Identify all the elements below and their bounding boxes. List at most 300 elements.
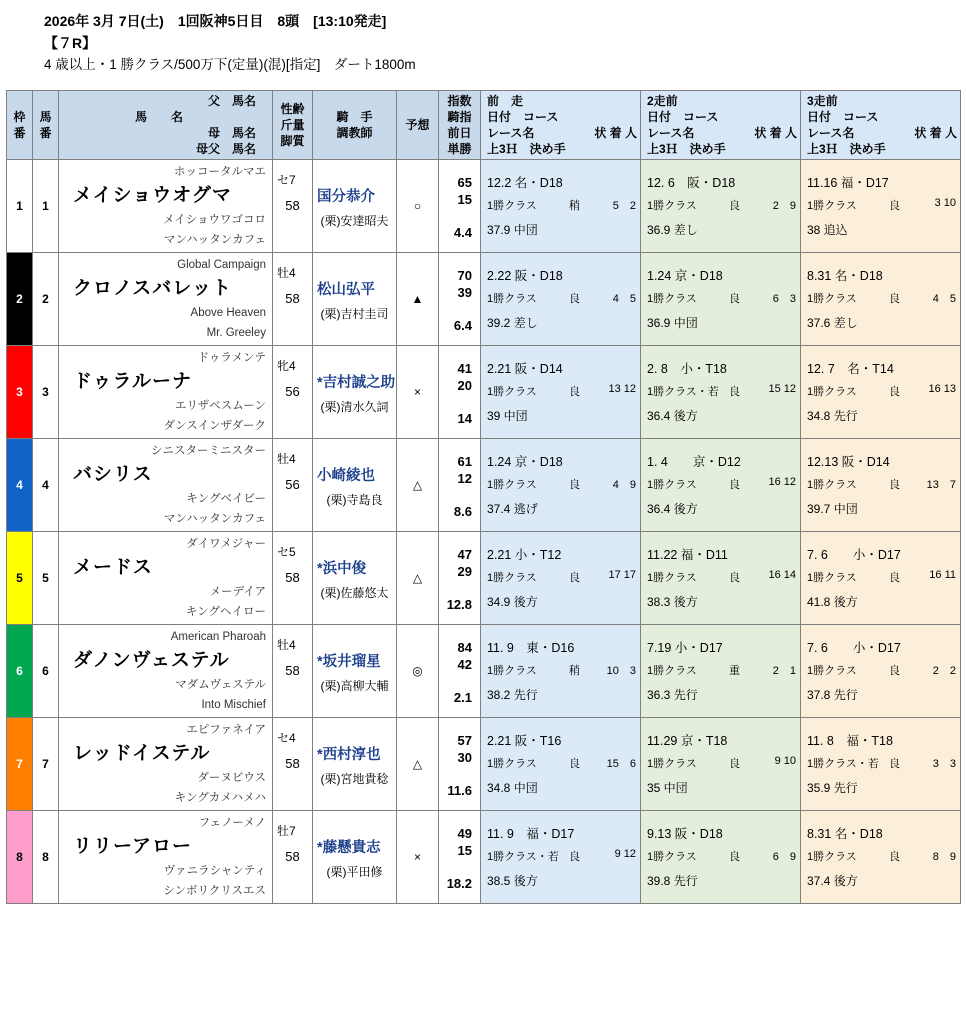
prev-run-2-race: 1勝クラス — [647, 665, 697, 677]
prev-run-1[interactable] — [481, 625, 641, 718]
prev-run-1[interactable] — [481, 439, 641, 532]
prev-run-2[interactable] — [641, 253, 801, 346]
prev-run-2-condition: 良 — [729, 851, 740, 863]
prev-run-1[interactable] — [481, 811, 641, 904]
col-head-prev1-date: 日付 コース — [487, 110, 559, 124]
col-head-prev3-date: 日付 コース — [807, 110, 879, 124]
jockey-name[interactable]: 松山弘平 — [317, 282, 375, 298]
table-row[interactable] — [7, 346, 961, 439]
prev-run-3-condition: 良 — [889, 572, 900, 584]
col-head-yosou-label: 予想 — [405, 118, 430, 132]
col-head-uma-1: 馬 — [39, 110, 52, 124]
index-cell — [439, 253, 481, 346]
prev-run-3[interactable] — [801, 346, 961, 439]
prev-run-2-race: 1勝クラス — [647, 200, 697, 212]
col-head-prev1 — [481, 91, 641, 160]
prev-run-1-date: 11. 9 福・D17 — [487, 827, 575, 841]
col-head-prev1-title: 前 走 — [487, 94, 524, 108]
col-head-prev3-res: 状 着 人 — [914, 126, 957, 140]
sex-age: 牡4 — [277, 266, 296, 280]
horse-name-cell[interactable] — [59, 625, 273, 718]
prediction-mark[interactable]: ◎ — [397, 625, 439, 718]
prev-run-3-date: 7. 6 小・D17 — [807, 548, 901, 562]
horse-number: 3 — [33, 346, 59, 439]
prev-run-1[interactable] — [481, 346, 641, 439]
prev-run-3-last3f: 38 追込 — [807, 223, 848, 237]
sex-age: セ4 — [277, 731, 296, 745]
broodmare-sire-name: Into Mischief — [201, 699, 266, 711]
jockey-cell[interactable] — [313, 253, 397, 346]
prev-run-2-condition: 良 — [729, 386, 740, 398]
prev-run-3-race: 1勝クラス — [807, 665, 857, 677]
prev-day-odds — [439, 766, 480, 782]
prev-run-2-date: 2. 8 小・T18 — [647, 362, 727, 376]
prev-run-2[interactable] — [641, 718, 801, 811]
prev-run-3-result: 16 13 — [928, 383, 956, 395]
prev-run-2-last3f: 36.4 後方 — [647, 502, 698, 516]
prev-run-3[interactable] — [801, 532, 961, 625]
prev-run-1[interactable] — [481, 718, 641, 811]
prev-run-3[interactable] — [801, 625, 961, 718]
jockey-index-value: 20 — [457, 377, 472, 393]
prev-run-2-last3f: 36.3 先行 — [647, 688, 698, 702]
prev-run-1-condition: 良 — [569, 758, 580, 770]
prediction-mark[interactable]: × — [397, 346, 439, 439]
prev-run-3-date: 12. 7 名・T14 — [807, 362, 894, 376]
prev-run-1[interactable] — [481, 253, 641, 346]
prev-run-3-result: 8 9 — [932, 851, 956, 863]
prev-day-odds — [439, 580, 480, 596]
index-value: 61 — [457, 453, 472, 469]
prev-run-2-condition: 重 — [729, 665, 740, 677]
sex-weight-cell — [273, 439, 313, 532]
table-row[interactable] — [7, 439, 961, 532]
prev-run-1-race: 1勝クラス — [487, 293, 537, 305]
prev-run-2-result: 6 9 — [772, 851, 796, 863]
horse-number: 6 — [33, 625, 59, 718]
horse-number: 8 — [33, 811, 59, 904]
prev-run-3-last3f: 34.8 先行 — [807, 409, 858, 423]
prev-run-2-race: 1勝クラス — [647, 758, 697, 770]
jockey-name[interactable]: *西村淳也 — [317, 747, 381, 763]
trainer-name[interactable]: (栗)安達昭夫 — [320, 214, 389, 228]
prev-run-1-condition: 良 — [569, 479, 580, 491]
table-row[interactable] — [7, 253, 961, 346]
dam-name: メーデイア — [209, 586, 266, 598]
jockey-cell[interactable] — [313, 439, 397, 532]
prev-run-1-result: 4 9 — [612, 479, 636, 491]
win-odds: 6.4 — [453, 317, 472, 333]
prev-run-3-result: 4 5 — [932, 293, 956, 305]
horse-number: 4 — [33, 439, 59, 532]
win-odds: 11.6 — [447, 782, 472, 798]
prev-run-2-last3f: 36.9 中団 — [647, 316, 698, 330]
jockey-cell[interactable] — [313, 346, 397, 439]
col-head-prev3-title: 3走前 — [807, 94, 838, 108]
dam-name: Above Heaven — [190, 307, 266, 319]
sire-name: ホッコータルマエ — [174, 166, 266, 178]
prev-run-2-date: 11.29 京・T18 — [647, 734, 728, 748]
trainer-name[interactable]: (栗)寺島良 — [326, 493, 383, 507]
col-head-prev2 — [641, 91, 801, 160]
jockey-cell[interactable] — [313, 160, 397, 253]
waku-number: 6 — [7, 625, 33, 718]
col-head-jockey-2: 調教師 — [336, 126, 373, 140]
col-head-mfather: 母父 馬名 — [195, 142, 256, 156]
horse-name-cell[interactable] — [59, 718, 273, 811]
trainer-name[interactable]: (栗)宮地貴稔 — [320, 772, 389, 786]
prev-run-3-result: 13 7 — [926, 479, 956, 491]
table-row[interactable] — [7, 532, 961, 625]
trainer-name[interactable]: (栗)高柳大輔 — [320, 679, 389, 693]
running-style — [273, 686, 312, 708]
trainer-name[interactable]: (栗)平田修 — [326, 865, 383, 879]
sire-name: フェノーメノ — [198, 817, 266, 829]
waku-number: 2 — [7, 253, 33, 346]
prev-run-1-date: 2.21 小・T12 — [487, 548, 562, 562]
carried-weight: 58 — [285, 756, 300, 771]
horse-name-cell[interactable] — [59, 346, 273, 439]
prev-run-2-condition: 良 — [729, 572, 740, 584]
running-style — [273, 593, 312, 615]
col-head-jockey — [313, 91, 397, 160]
prev-run-3-race: 1勝クラス — [807, 293, 857, 305]
sire-name: シニスターミニスター — [151, 445, 266, 457]
prev-run-1-race: 1勝クラス — [487, 665, 537, 677]
prev-run-2-result: 2 1 — [772, 665, 796, 677]
prev-day-odds — [439, 673, 480, 689]
win-odds: 18.2 — [446, 875, 472, 891]
col-head-prev1-race: レース名 — [487, 126, 535, 140]
entries-table — [6, 90, 961, 904]
sex-age: 牡7 — [277, 824, 296, 838]
horse-name[interactable]: レッドイステル — [73, 743, 211, 764]
sire-name: ダイワメジャー — [186, 538, 266, 550]
index-cell — [439, 160, 481, 253]
prev-run-2[interactable] — [641, 625, 801, 718]
jockey-name[interactable]: *浜中俊 — [317, 561, 367, 577]
prev-day-odds — [439, 208, 480, 224]
sex-weight-cell — [273, 718, 313, 811]
horse-name[interactable]: メイショウオグマ — [73, 185, 232, 206]
prev-run-3[interactable] — [801, 253, 961, 346]
index-cell — [439, 532, 481, 625]
dam-name: ヴァニラシャンティ — [163, 865, 266, 877]
jockey-index-value: 12 — [457, 470, 472, 486]
horse-name[interactable]: ダノンヴェステル — [73, 650, 230, 671]
prev-run-1-condition: 良 — [569, 293, 580, 305]
prev-run-3-last3f: 41.8 後方 — [807, 595, 858, 609]
prev-run-2-race: 1勝クラス — [647, 293, 697, 305]
col-head-sex — [273, 91, 313, 160]
jockey-index-value: 42 — [457, 656, 472, 672]
col-head-mother: 母 馬名 — [207, 126, 256, 140]
jockey-cell[interactable] — [313, 532, 397, 625]
prev-run-1-result: 4 5 — [612, 293, 636, 305]
col-head-prev2-last3: 上3Ｈ 決め手 — [647, 142, 726, 156]
prev-run-2-date: 9.13 阪・D18 — [647, 827, 723, 841]
horse-number: 1 — [33, 160, 59, 253]
col-head-shisu-2: 騎指 — [447, 110, 472, 124]
broodmare-sire-name: Mr. Greeley — [206, 327, 266, 339]
prev-run-1-race: 1勝クラス — [487, 572, 537, 584]
prev-run-2[interactable] — [641, 439, 801, 532]
carried-weight: 58 — [285, 198, 300, 213]
running-style — [273, 314, 312, 336]
prediction-mark[interactable]: △ — [397, 532, 439, 625]
carried-weight: 56 — [285, 477, 300, 492]
jockey-index-value: 39 — [457, 284, 472, 300]
col-head-shisu-1: 指数 — [447, 94, 472, 108]
dam-name: キングベイビー — [186, 493, 266, 505]
jockey-name[interactable]: *藤懸貴志 — [317, 840, 381, 856]
prev-run-1[interactable] — [481, 160, 641, 253]
horse-name-cell[interactable] — [59, 160, 273, 253]
prev-run-3-condition: 良 — [889, 479, 900, 491]
prev-day-odds — [439, 487, 480, 503]
broodmare-sire-name: マンハッタンカフェ — [163, 513, 266, 525]
table-row[interactable] — [7, 811, 961, 904]
prev-run-1-last3f: 34.9 後方 — [487, 595, 538, 609]
prev-run-2-date: 7.19 小・D17 — [647, 641, 723, 655]
waku-number: 8 — [7, 811, 33, 904]
prev-run-3[interactable] — [801, 811, 961, 904]
prev-run-1-last3f: 39.2 差し — [487, 316, 538, 330]
running-style — [273, 221, 312, 243]
prev-day-odds — [439, 859, 480, 875]
prev-run-2-condition: 良 — [729, 479, 740, 491]
sire-name: エピファネイア — [186, 724, 266, 736]
prev-run-3-condition: 良 — [889, 200, 900, 212]
horse-name[interactable]: ドゥラルーナ — [73, 371, 192, 392]
jockey-name[interactable]: 国分恭介 — [317, 189, 375, 205]
col-head-shisu — [439, 91, 481, 160]
prev-run-2-result: 16 14 — [768, 569, 796, 581]
prev-run-3-last3f: 37.4 後方 — [807, 874, 858, 888]
prediction-mark[interactable]: △ — [397, 439, 439, 532]
table-row[interactable] — [7, 160, 961, 253]
prev-run-3-condition: 良 — [889, 758, 900, 770]
prev-run-3-result: 3 10 — [934, 197, 956, 209]
prev-run-3-result: 2 2 — [932, 665, 956, 677]
index-value: 70 — [457, 267, 472, 283]
jockey-index-value: 15 — [457, 191, 472, 207]
prev-run-2[interactable] — [641, 811, 801, 904]
col-head-prev1-last3: 上3Ｈ 決め手 — [487, 142, 566, 156]
prev-run-2-result: 9 10 — [774, 755, 796, 767]
prev-run-3-race: 1勝クラス — [807, 572, 857, 584]
prev-run-2[interactable] — [641, 346, 801, 439]
prev-run-2-race: 1勝クラス — [647, 851, 697, 863]
waku-number: 5 — [7, 532, 33, 625]
sex-age: 牝4 — [277, 359, 296, 373]
trainer-name[interactable]: (栗)清水久詞 — [320, 400, 389, 414]
prev-run-2-last3f: 35 中団 — [647, 781, 688, 795]
sire-name: American Pharoah — [170, 631, 266, 643]
horse-name[interactable]: バシリス — [73, 464, 153, 485]
prev-run-1-date: 2.21 阪・D14 — [487, 362, 563, 376]
horse-number: 7 — [33, 718, 59, 811]
prev-run-1-result: 15 6 — [606, 758, 636, 770]
prev-run-1-race: 1勝クラス・若 — [487, 851, 559, 863]
col-head-sex-1: 性齢 — [280, 102, 305, 116]
race-date-line: 2026年 3月 7日(土) 1回阪神5日目 8頭 [13:10発走] — [44, 13, 387, 29]
prev-run-3[interactable] — [801, 439, 961, 532]
broodmare-sire-name: キングヘイロー — [185, 606, 266, 618]
sire-name: Global Campaign — [177, 259, 266, 271]
index-cell — [439, 625, 481, 718]
col-head-waku-2: 番 — [13, 126, 26, 140]
prev-run-1-result: 17 17 — [608, 569, 636, 581]
col-head-prev2-res: 状 着 人 — [754, 126, 797, 140]
prev-run-3-race: 1勝クラス — [807, 851, 857, 863]
prediction-mark[interactable]: ▲ — [397, 253, 439, 346]
prev-run-3-race: 1勝クラス — [807, 386, 857, 398]
broodmare-sire-name: ダンスインザダーク — [163, 420, 266, 432]
prev-run-2[interactable] — [641, 160, 801, 253]
prev-run-3-race: 1勝クラス・若 — [807, 758, 879, 770]
prev-run-2-result: 16 12 — [768, 476, 796, 488]
prev-run-3-condition: 良 — [889, 851, 900, 863]
prev-run-2-race: 1勝クラス — [647, 572, 697, 584]
prev-run-2-condition: 良 — [729, 293, 740, 305]
horse-name-cell[interactable] — [59, 253, 273, 346]
prev-run-3-result: 16 11 — [929, 569, 956, 581]
prev-run-1-last3f: 39 中団 — [487, 409, 528, 423]
prev-run-1-race: 1勝クラス — [487, 479, 537, 491]
prev-run-3-condition: 良 — [889, 293, 900, 305]
carried-weight: 58 — [285, 291, 300, 306]
table-row[interactable] — [7, 625, 961, 718]
col-head-prev3 — [801, 91, 961, 160]
prev-run-2[interactable] — [641, 532, 801, 625]
col-head-prev3-last3: 上3Ｈ 決め手 — [807, 142, 886, 156]
carried-weight: 56 — [285, 384, 300, 399]
prev-run-1-last3f: 37.9 中団 — [487, 223, 538, 237]
prev-run-1-result: 10 3 — [606, 665, 636, 677]
prev-run-2-date: 12. 6 阪・D18 — [647, 176, 736, 190]
prev-run-1-race: 1勝クラス — [487, 386, 537, 398]
prev-run-1-condition: 良 — [569, 851, 580, 863]
prev-run-1-condition: 稍 — [569, 665, 580, 677]
prev-run-3-date: 12.13 阪・D14 — [807, 455, 890, 469]
prev-run-2-result: 15 12 — [768, 383, 796, 395]
horse-name[interactable]: メードス — [73, 557, 153, 578]
horse-number: 5 — [33, 532, 59, 625]
col-head-uma — [33, 91, 59, 160]
prev-run-1[interactable] — [481, 532, 641, 625]
entries-body — [7, 160, 961, 904]
jockey-cell[interactable] — [313, 625, 397, 718]
horse-name-cell[interactable] — [59, 532, 273, 625]
waku-number: 1 — [7, 160, 33, 253]
sire-name: ドゥラメンテ — [197, 352, 266, 364]
jockey-index-value: 29 — [457, 563, 472, 579]
carried-weight: 58 — [285, 663, 300, 678]
prev-run-1-last3f: 37.4 逃げ — [487, 502, 538, 516]
running-style — [273, 500, 312, 522]
prev-run-2-date: 1.24 京・D18 — [647, 269, 723, 283]
prev-run-2-condition: 良 — [729, 758, 740, 770]
prev-run-2-race: 1勝クラス・若 — [647, 386, 719, 398]
col-head-prev3-race: レース名 — [807, 126, 855, 140]
prev-run-2-date: 1. 4 京・D12 — [647, 455, 741, 469]
prev-run-3[interactable] — [801, 718, 961, 811]
jockey-cell[interactable] — [313, 811, 397, 904]
index-cell — [439, 811, 481, 904]
index-cell — [439, 718, 481, 811]
prev-day-odds — [439, 394, 480, 410]
index-value: 49 — [457, 825, 472, 841]
col-head-yosou — [397, 91, 439, 160]
horse-name[interactable]: クロノスバレット — [73, 278, 233, 299]
prev-run-1-last3f: 38.2 先行 — [487, 688, 538, 702]
prev-run-2-last3f: 38.3 後方 — [647, 595, 698, 609]
prev-run-1-date: 11. 9 東・D16 — [487, 641, 575, 655]
prediction-mark[interactable]: × — [397, 811, 439, 904]
prediction-mark[interactable]: △ — [397, 718, 439, 811]
sex-age: セ5 — [277, 545, 296, 559]
horse-name[interactable]: リリーアロー — [73, 836, 193, 857]
jockey-index-value: 15 — [457, 842, 472, 858]
race-number: 【７R】 — [44, 35, 97, 51]
prev-run-2-condition: 良 — [729, 200, 740, 212]
col-head-prev2-date: 日付 コース — [647, 110, 719, 124]
jockey-name[interactable]: *坂井瑠星 — [317, 654, 381, 670]
race-conditions: 4 歳以上・1 勝クラス/500万下(定量)(混)[指定] ダート1800m — [44, 57, 416, 72]
dam-name: マダムヴェステル — [175, 679, 266, 691]
prev-run-1-date: 1.24 京・D18 — [487, 455, 563, 469]
waku-number: 7 — [7, 718, 33, 811]
prev-run-1-last3f: 34.8 中団 — [487, 781, 538, 795]
prev-run-1-condition: 良 — [569, 572, 580, 584]
trainer-name[interactable]: (栗)佐藤悠太 — [320, 586, 389, 600]
col-head-uma-2: 番 — [39, 126, 52, 140]
jockey-name[interactable]: 小崎綾也 — [317, 468, 375, 484]
jockey-name[interactable]: *吉村誠之助 — [317, 375, 396, 391]
sex-age: 牡4 — [277, 452, 296, 466]
table-row[interactable] — [7, 718, 961, 811]
trainer-name[interactable]: (栗)吉村圭司 — [320, 307, 389, 321]
prev-run-1-date: 2.21 阪・T16 — [487, 734, 562, 748]
sex-age: 牡4 — [277, 638, 296, 652]
prediction-mark[interactable]: ○ — [397, 160, 439, 253]
col-head-prev2-title: 2走前 — [647, 94, 678, 108]
col-head-shisu-4: 単勝 — [447, 142, 472, 156]
index-value: 84 — [457, 639, 472, 655]
broodmare-sire-name: キングカメハメハ — [174, 792, 266, 804]
col-head-waku-1: 枠 — [13, 110, 26, 124]
race-header — [0, 0, 966, 76]
prev-run-3-date: 11.16 福・D17 — [807, 176, 889, 190]
prev-run-3-last3f: 39.7 中団 — [807, 502, 858, 516]
prev-run-3-date: 7. 6 小・D17 — [807, 641, 901, 655]
prev-run-1-race: 1勝クラス — [487, 200, 537, 212]
prev-day-odds — [439, 301, 480, 317]
prev-run-3-date: 8.31 名・D18 — [807, 269, 883, 283]
jockey-index-value: 30 — [457, 749, 472, 765]
prev-run-3-last3f: 37.6 差し — [807, 316, 858, 330]
jockey-cell[interactable] — [313, 718, 397, 811]
horse-name-cell[interactable] — [59, 439, 273, 532]
prev-run-1-result: 13 12 — [608, 383, 636, 395]
index-cell — [439, 439, 481, 532]
prev-run-2-last3f: 36.9 差し — [647, 223, 698, 237]
horse-name-cell[interactable] — [59, 811, 273, 904]
col-head-prev2-race: レース名 — [647, 126, 695, 140]
win-odds: 12.8 — [446, 596, 472, 612]
prev-run-3[interactable] — [801, 160, 961, 253]
